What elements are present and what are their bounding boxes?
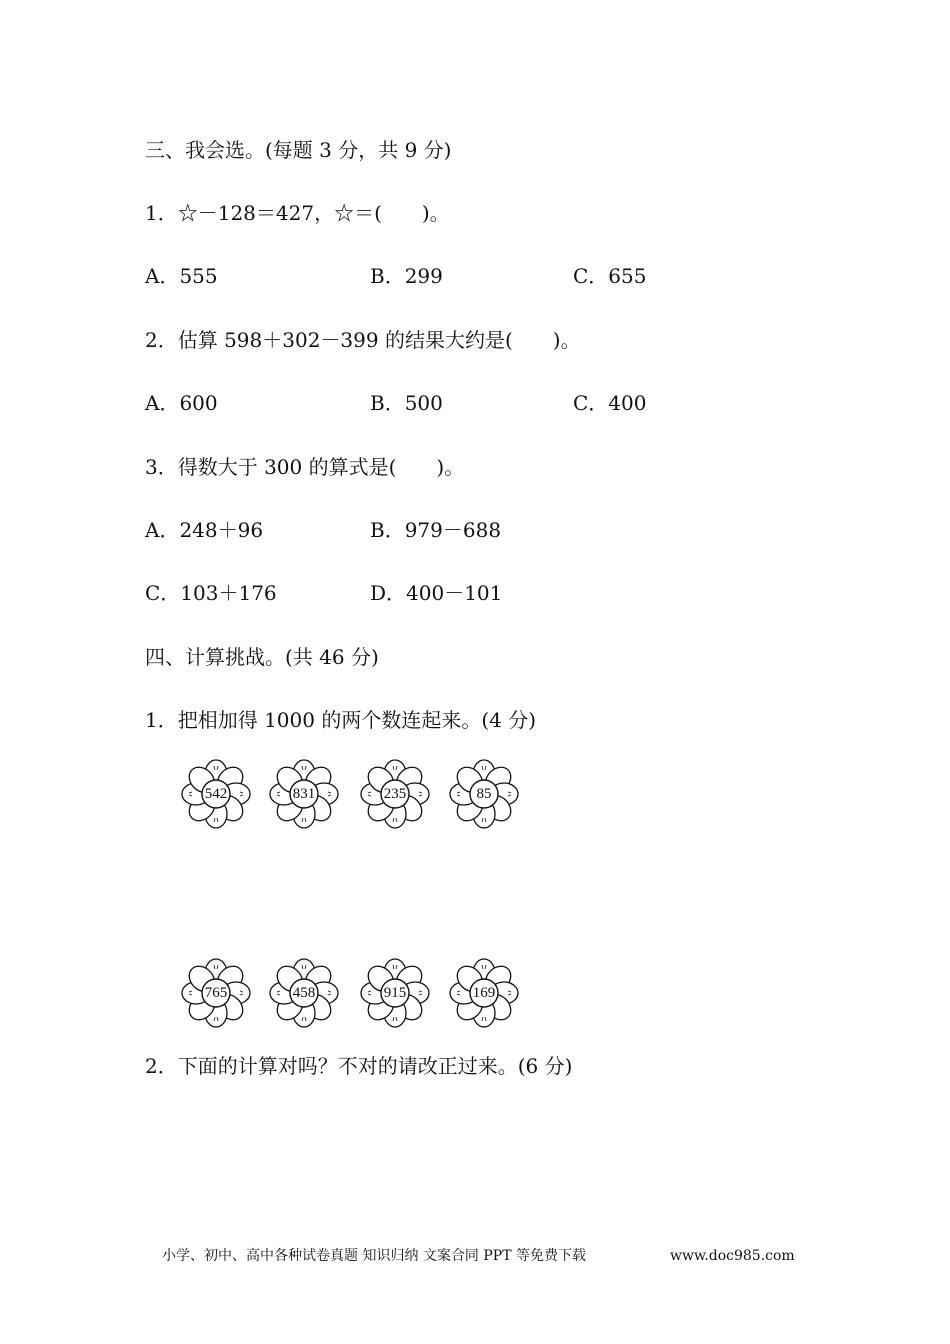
flower-number: 542: [204, 786, 228, 802]
q3-3-option-a[interactable]: A．248＋96: [145, 518, 264, 542]
flower-bottom-4[interactable]: [448, 957, 520, 1029]
flower-top-1[interactable]: [180, 758, 252, 830]
q3-3-stem: 3．得数大于 300 的算式是( )。: [145, 455, 465, 479]
flower-bottom-3[interactable]: [359, 957, 431, 1029]
q3-2-option-b[interactable]: B．500: [370, 391, 443, 415]
q3-3-option-c[interactable]: C．103＋176: [145, 581, 277, 605]
flower-number: 915: [383, 985, 407, 1001]
footer-text: 小学、初中、高中各种试卷真题 知识归纳 文案合同 PPT 等免费下载: [162, 1248, 586, 1264]
q4-2-stem: 2．下面的计算对吗？不对的请改正过来。(6 分): [145, 1054, 573, 1078]
flower-top-3[interactable]: [359, 758, 431, 830]
q4-1-stem: 1．把相加得 1000 的两个数连起来。(4 分): [145, 708, 537, 732]
flower-top-4[interactable]: [448, 758, 520, 830]
q3-1-stem: 1．☆－128＝427，☆＝( )。: [145, 201, 450, 225]
q3-3-option-d[interactable]: D．400－101: [370, 581, 503, 605]
flower-number: 85: [476, 786, 492, 802]
q3-2-stem: 2．估算 598＋302－399 的结果大约是( )。: [145, 328, 581, 352]
q3-1-option-a[interactable]: A．555: [145, 264, 218, 288]
q3-1-option-c[interactable]: C．655: [573, 264, 647, 288]
q3-3-option-b[interactable]: B．979－688: [370, 518, 502, 542]
q3-1-option-b[interactable]: B．299: [370, 264, 443, 288]
flower-top-2[interactable]: [268, 758, 340, 830]
footer-url[interactable]: www.doc985.com: [670, 1248, 795, 1264]
flower-number: 765: [204, 985, 228, 1001]
flower-bottom-2[interactable]: [268, 957, 340, 1029]
section4-heading: 四、计算挑战。(共 46 分): [145, 645, 379, 669]
q3-2-option-c[interactable]: C．400: [573, 391, 647, 415]
flower-number: 458: [292, 985, 316, 1001]
flower-bottom-1[interactable]: [180, 957, 252, 1029]
flower-number: 235: [383, 786, 407, 802]
q3-2-option-a[interactable]: A．600: [145, 391, 218, 415]
section3-heading: 三、我会选。(每题 3 分，共 9 分): [145, 138, 452, 162]
flower-number: 169: [472, 985, 496, 1001]
flower-number: 831: [292, 786, 316, 802]
